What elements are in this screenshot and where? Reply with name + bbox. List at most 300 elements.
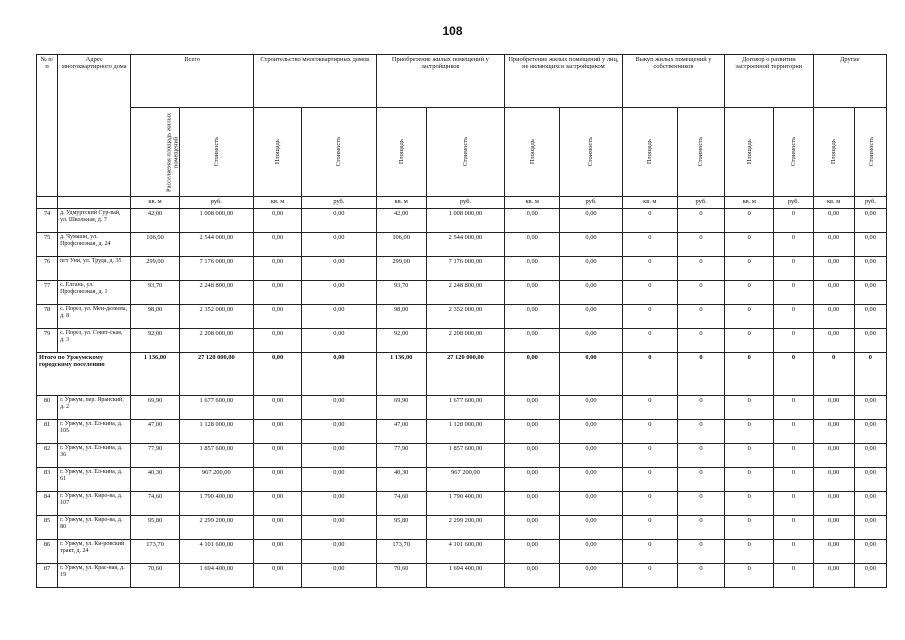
table-cell: 0 (677, 281, 724, 305)
unit-label: кв. м (253, 197, 301, 209)
row-address: г. Уржум, ул. Киро-ва, д. 80 (58, 516, 131, 540)
header-address: Адрес многоквартирного дома (58, 55, 131, 197)
table-cell: 74,60 (131, 492, 179, 516)
unit-label: руб. (302, 197, 376, 209)
table-cell: 7 176 000,00 (179, 257, 253, 281)
table-cell: 0 (774, 353, 813, 396)
row-number: 86 (37, 540, 58, 564)
table-cell: 0,00 (253, 420, 301, 444)
row-number: 74 (37, 209, 58, 233)
table-cell: 0,00 (253, 516, 301, 540)
subheader-label: Площадь (829, 139, 837, 165)
table-cell: 92,00 (376, 329, 426, 353)
table-cell: 0,00 (253, 329, 301, 353)
table-cell: 0 (725, 420, 774, 444)
table-cell: 967 200,00 (179, 468, 253, 492)
table-cell: 1 136,00 (131, 353, 179, 396)
table-cell: 0,00 (560, 353, 622, 396)
table-cell: 0 (622, 353, 677, 396)
table-cell: 1 677 600,00 (426, 396, 504, 420)
table-row (37, 540, 887, 564)
row-address: д. Удмуртский Сур-вай, ул. Школьная, д. 7 (58, 209, 131, 233)
table-cell: 0,00 (813, 396, 854, 420)
table-cell: 0,00 (302, 209, 376, 233)
table-cell: 0,00 (813, 209, 854, 233)
table-cell: 0,00 (505, 233, 560, 257)
table-cell: 4 101 600,00 (179, 540, 253, 564)
table-row (37, 305, 887, 329)
table-cell: 0 (677, 233, 724, 257)
table-cell: 0 (774, 396, 813, 420)
table-cell: 0 (677, 420, 724, 444)
table-cell: 0 (622, 281, 677, 305)
table-cell: 0,00 (813, 540, 854, 564)
table-cell: 967 200,00 (426, 468, 504, 492)
table-cell: 0,00 (560, 540, 622, 564)
row-number: 77 (37, 281, 58, 305)
table-cell: 0,00 (302, 396, 376, 420)
table-cell: 1 790 400,00 (426, 492, 504, 516)
table-cell: 47,00 (376, 420, 426, 444)
table-cell: 1 677 600,00 (179, 396, 253, 420)
subheader-cost (677, 108, 724, 197)
row-number: 76 (37, 257, 58, 281)
table-cell: 98,00 (131, 305, 179, 329)
table-row (37, 564, 887, 588)
table-cell: 2 248 800,00 (426, 281, 504, 305)
header-group: Приобретение жилых помещений у лиц, не являющихся застройщиком (505, 55, 623, 108)
table-cell: 74,60 (376, 492, 426, 516)
table-cell: 0,00 (253, 281, 301, 305)
table-cell: 93,70 (131, 281, 179, 305)
table-cell: 1 694 400,00 (179, 564, 253, 588)
table-cell: 0,00 (560, 468, 622, 492)
table-cell: 0 (774, 257, 813, 281)
row-address: г. Уржум, пер. Яранский, д. 2 (58, 396, 131, 420)
table-cell: 0,00 (302, 444, 376, 468)
unit-label: кв. м (813, 197, 854, 209)
table-cell: 0,00 (854, 540, 886, 564)
header-group: Строительство многоквартирных домов (253, 55, 376, 108)
subheader-label: Стоимость (867, 137, 875, 167)
table-cell: 299,00 (376, 257, 426, 281)
row-address: пгт Уни, ул. Труда, д. 35 (58, 257, 131, 281)
row-address: с. Порез, ул. Мен-делеева, д. 8 (58, 305, 131, 329)
row-address: г. Уржум, ул. Ел-кина, д. 36 (58, 444, 131, 468)
subheader-label: Площадь (646, 139, 654, 165)
table-cell: 0 (677, 353, 724, 396)
table-cell: 0 (622, 257, 677, 281)
table-cell: 0,00 (854, 468, 886, 492)
page-number: 108 (442, 24, 463, 38)
subheader-cost (560, 108, 622, 197)
table-cell: 0,00 (854, 305, 886, 329)
table-cell: 27 120 000,00 (179, 353, 253, 396)
table-cell: 0,00 (854, 564, 886, 588)
subheader-area (725, 108, 774, 197)
table-cell: 98,00 (376, 305, 426, 329)
subheader-label: Площадь (397, 139, 405, 165)
table-cell: 1 008 000,00 (426, 209, 504, 233)
row-number: 79 (37, 329, 58, 353)
table-cell: 0,00 (505, 492, 560, 516)
table-row (37, 329, 887, 353)
table-cell: 0 (774, 468, 813, 492)
subheader-area (131, 108, 179, 197)
table-cell: 0 (725, 305, 774, 329)
table-cell: 2 352 000,00 (179, 305, 253, 329)
table-cell: 0,00 (560, 444, 622, 468)
table-cell: 0,00 (813, 233, 854, 257)
table-cell: 2 208 000,00 (426, 329, 504, 353)
table-cell: 77,90 (131, 444, 179, 468)
table-cell: 0 (774, 420, 813, 444)
table-cell: 0,00 (560, 564, 622, 588)
table-cell: 0 (725, 444, 774, 468)
row-number: 82 (37, 444, 58, 468)
table-cell: 0 (622, 468, 677, 492)
subheader-label: Стоимость (789, 137, 797, 167)
row-address: г. Уржум, ул. Ел-кина, д. 105 (58, 420, 131, 444)
table-row (37, 468, 887, 492)
table-cell: 0,00 (505, 516, 560, 540)
table-cell: 0,00 (253, 305, 301, 329)
table-row (37, 516, 887, 540)
table-cell: 0,00 (505, 564, 560, 588)
unit-label: кв. м (622, 197, 677, 209)
table-cell: 0,00 (253, 257, 301, 281)
row-address: г. Уржум, ул. Киро-ва, д. 107 (58, 492, 131, 516)
table-cell: 0,00 (560, 233, 622, 257)
table-cell: 1 857 600,00 (179, 444, 253, 468)
table-cell: 0,00 (302, 329, 376, 353)
table-cell: 0,00 (253, 209, 301, 233)
table-cell: 0,00 (854, 329, 886, 353)
subheader-area (813, 108, 854, 197)
header-group: Другие (813, 55, 886, 108)
table-cell: 77,90 (376, 444, 426, 468)
table-cell: 0,00 (854, 492, 886, 516)
table-cell: 0,00 (854, 420, 886, 444)
table-cell: 0,00 (854, 444, 886, 468)
subheader-label: Стоимость (212, 137, 220, 167)
table-cell: 93,70 (376, 281, 426, 305)
table-cell: 4 101 600,00 (426, 540, 504, 564)
table-cell: 0,00 (505, 329, 560, 353)
table-row (37, 281, 887, 305)
table-cell: 0,00 (253, 396, 301, 420)
table-cell: 0 (774, 516, 813, 540)
table-cell: 0 (677, 468, 724, 492)
table-cell: 0,00 (813, 564, 854, 588)
table-cell: 0 (725, 353, 774, 396)
table-row (37, 492, 887, 516)
table-cell: 0,00 (302, 540, 376, 564)
table-cell: 0,00 (505, 420, 560, 444)
unit-label: руб. (854, 197, 886, 209)
table-cell: 0,00 (253, 353, 301, 396)
table-cell: 0,00 (560, 516, 622, 540)
table-cell: 0,00 (505, 257, 560, 281)
table-cell: 0,00 (560, 209, 622, 233)
table-cell: 0 (774, 492, 813, 516)
table-cell: 0 (725, 329, 774, 353)
table-cell: 0 (677, 329, 724, 353)
table-cell: 40,30 (131, 468, 179, 492)
subheader-cost (179, 108, 253, 197)
table-cell: 0,00 (505, 540, 560, 564)
table-cell: 0,00 (854, 516, 886, 540)
table-cell: 0 (622, 444, 677, 468)
table-cell: 0,00 (302, 233, 376, 257)
table-cell: 0 (774, 564, 813, 588)
table-cell: 0,00 (505, 396, 560, 420)
table-cell: 0 (677, 305, 724, 329)
table-cell: 0 (725, 492, 774, 516)
table-cell: 0 (725, 257, 774, 281)
table-cell: 0 (622, 420, 677, 444)
unit-label: кв. м (376, 197, 426, 209)
table-cell: 0,00 (813, 420, 854, 444)
table-cell: 173,70 (376, 540, 426, 564)
row-number: 75 (37, 233, 58, 257)
table-cell: 0 (677, 540, 724, 564)
table-cell: 0,00 (813, 329, 854, 353)
table-cell: 0 (677, 516, 724, 540)
table-cell: 0 (677, 444, 724, 468)
table-cell: 0,00 (813, 281, 854, 305)
table-cell: 42,00 (376, 209, 426, 233)
table-cell: 299,00 (131, 257, 179, 281)
row-address: д. Чумаши, ул. Профсоюзная, д. 24 (58, 233, 131, 257)
table-cell: 0 (725, 209, 774, 233)
table-cell: 69,90 (131, 396, 179, 420)
table-cell: 0,00 (302, 281, 376, 305)
table-cell: 0,00 (302, 492, 376, 516)
table-cell: 0 (622, 329, 677, 353)
row-address: г. Уржум, ул. Ки-ровский тракт, д. 24 (58, 540, 131, 564)
row-number: 81 (37, 420, 58, 444)
table-row (37, 444, 887, 468)
table-cell: 0,00 (253, 233, 301, 257)
header-row-sub (37, 108, 887, 197)
table-cell: 0,00 (253, 564, 301, 588)
table-cell: 0 (677, 564, 724, 588)
table-cell: 70,60 (131, 564, 179, 588)
table-cell: 0,00 (854, 257, 886, 281)
table-cell: 0 (622, 564, 677, 588)
row-number: 85 (37, 516, 58, 540)
table-cell: 40,30 (376, 468, 426, 492)
table-cell: 0,00 (560, 257, 622, 281)
table-cell: 2 299 200,00 (179, 516, 253, 540)
table-cell: 0 (774, 305, 813, 329)
table-cell: 0,00 (505, 305, 560, 329)
table-cell: 0 (622, 516, 677, 540)
header-row-groups (37, 55, 887, 108)
table-cell: 0,00 (813, 444, 854, 468)
table-cell: 0,00 (813, 257, 854, 281)
table-cell: 2 208 000,00 (179, 329, 253, 353)
table-cell: 2 544 000,00 (426, 233, 504, 257)
table-cell: 0,00 (505, 468, 560, 492)
table-row (37, 257, 887, 281)
table-cell: 106,00 (131, 233, 179, 257)
header-row-units (37, 197, 887, 209)
table-cell: 0,00 (560, 492, 622, 516)
table-row (37, 420, 887, 444)
table-cell: 0,00 (854, 281, 886, 305)
table-cell: 0,00 (813, 305, 854, 329)
table-cell: 2 544 000,00 (179, 233, 253, 257)
resettlement-table (36, 54, 887, 588)
table-cell: 0 (622, 492, 677, 516)
row-number: 80 (37, 396, 58, 420)
table-cell: 42,00 (131, 209, 179, 233)
subheader-label: Площадь (528, 139, 536, 165)
table-cell: 0,00 (302, 257, 376, 281)
table-cell: 70,60 (376, 564, 426, 588)
subheader-area (253, 108, 301, 197)
table-cell: 1 694 400,00 (426, 564, 504, 588)
header-group: Всего (131, 55, 254, 108)
table-cell: 0,00 (560, 420, 622, 444)
table-cell: 106,00 (376, 233, 426, 257)
header-group: Приобретение жилых помещений у застройщиков (376, 55, 505, 108)
table-cell: 0 (774, 281, 813, 305)
table-cell: 0,00 (302, 420, 376, 444)
unit-label: руб. (179, 197, 253, 209)
table-cell: 7 176 000,00 (426, 257, 504, 281)
table-cell: 0,00 (253, 492, 301, 516)
table-cell: 2 352 000,00 (426, 305, 504, 329)
table-cell: 1 790 400,00 (179, 492, 253, 516)
unit-label: руб. (677, 197, 724, 209)
table-cell: 0 (774, 540, 813, 564)
table-cell: 0,00 (505, 209, 560, 233)
table-cell: 1 128 000,00 (179, 420, 253, 444)
table-cell: 0,00 (560, 396, 622, 420)
unit-label: кв. м (131, 197, 179, 209)
subheader-area (505, 108, 560, 197)
table-cell: 0,00 (253, 444, 301, 468)
table-cell: 0 (854, 353, 886, 396)
table-cell: 0 (774, 233, 813, 257)
table-cell: 0 (677, 396, 724, 420)
subheader-cost (854, 108, 886, 197)
table-cell: 0 (725, 564, 774, 588)
subheader-label: Площадь (273, 139, 281, 165)
unit-label: кв. м (505, 197, 560, 209)
table-cell: 0 (677, 209, 724, 233)
subheader-label: Стоимость (461, 137, 469, 167)
subheader-cost (426, 108, 504, 197)
subheader-cost (774, 108, 813, 197)
table-row (37, 209, 887, 233)
table-cell: 1 128 000,00 (426, 420, 504, 444)
table-cell: 0 (774, 209, 813, 233)
table-cell: 27 120 000,00 (426, 353, 504, 396)
unit-label: кв. м (725, 197, 774, 209)
header-group: Выкуп жилых помещений у собственников (622, 55, 724, 108)
table-cell: 0,00 (253, 468, 301, 492)
unit-label: руб. (560, 197, 622, 209)
table-cell: 0,00 (302, 353, 376, 396)
table-cell: 0,00 (813, 516, 854, 540)
table-cell: 0 (725, 281, 774, 305)
table-cell: 95,80 (131, 516, 179, 540)
table-cell: 0,00 (854, 209, 886, 233)
table-cell: 2 299 200,00 (426, 516, 504, 540)
table-cell: 0 (725, 396, 774, 420)
table-cell: 0 (725, 468, 774, 492)
table-cell: 0 (622, 540, 677, 564)
table-cell: 1 136,00 (376, 353, 426, 396)
subheader-area (622, 108, 677, 197)
subheader-area (376, 108, 426, 197)
table-cell: 0,00 (302, 516, 376, 540)
row-address: с. Порез, ул. Совет-ская, д. 3 (58, 329, 131, 353)
table-row (37, 353, 887, 396)
subheader-label: Стоимость (335, 137, 343, 167)
row-number: 83 (37, 468, 58, 492)
table-cell: 0 (677, 257, 724, 281)
subheader-label: Площадь (745, 139, 753, 165)
row-number: 78 (37, 305, 58, 329)
table-cell: 1 008 000,00 (179, 209, 253, 233)
row-address: с. Елгань, ул. Профсоюзная, д. 1 (58, 281, 131, 305)
table-cell: 0 (622, 233, 677, 257)
table-cell: 0,00 (302, 468, 376, 492)
table-cell: 0 (813, 353, 854, 396)
table-cell: 0 (622, 396, 677, 420)
table-cell: 0,00 (813, 492, 854, 516)
table-cell: 0,00 (854, 396, 886, 420)
header-no: № п/п (37, 55, 58, 197)
table-cell: 1 857 600,00 (426, 444, 504, 468)
unit-label: руб. (426, 197, 504, 209)
table-cell: 0,00 (302, 564, 376, 588)
table-cell: 0,00 (505, 444, 560, 468)
table-cell: 0,00 (302, 305, 376, 329)
table-cell: 0 (725, 516, 774, 540)
table-cell: 0,00 (560, 305, 622, 329)
table-cell: 0 (622, 209, 677, 233)
row-number: 87 (37, 564, 58, 588)
table-cell: 0,00 (560, 281, 622, 305)
table-cell: 0 (725, 540, 774, 564)
table-cell: 69,90 (376, 396, 426, 420)
table-cell: 0 (774, 444, 813, 468)
table-cell: 2 248 800,00 (179, 281, 253, 305)
table-cell: 0 (774, 329, 813, 353)
table-cell: 95,80 (376, 516, 426, 540)
table-cell: 173,70 (131, 540, 179, 564)
table-cell: 0,00 (813, 468, 854, 492)
table-cell: 0 (622, 305, 677, 329)
total-label: Итого по Уржумскому городскому поселению (37, 353, 131, 396)
table-cell: 0,00 (253, 540, 301, 564)
table-cell: 0 (725, 233, 774, 257)
table-cell: 0,00 (505, 281, 560, 305)
table-cell: 92,00 (131, 329, 179, 353)
table-cell: 0,00 (854, 233, 886, 257)
header-group: Договор о развитии застроенной территории (725, 55, 813, 108)
subheader-label: Стоимость (697, 137, 705, 167)
row-address: г. Уржум, ул. Ел-кина, д. 61 (58, 468, 131, 492)
table-cell: 0,00 (505, 353, 560, 396)
subheader-label: Расселяемая площадь жилых помещений (166, 112, 181, 192)
